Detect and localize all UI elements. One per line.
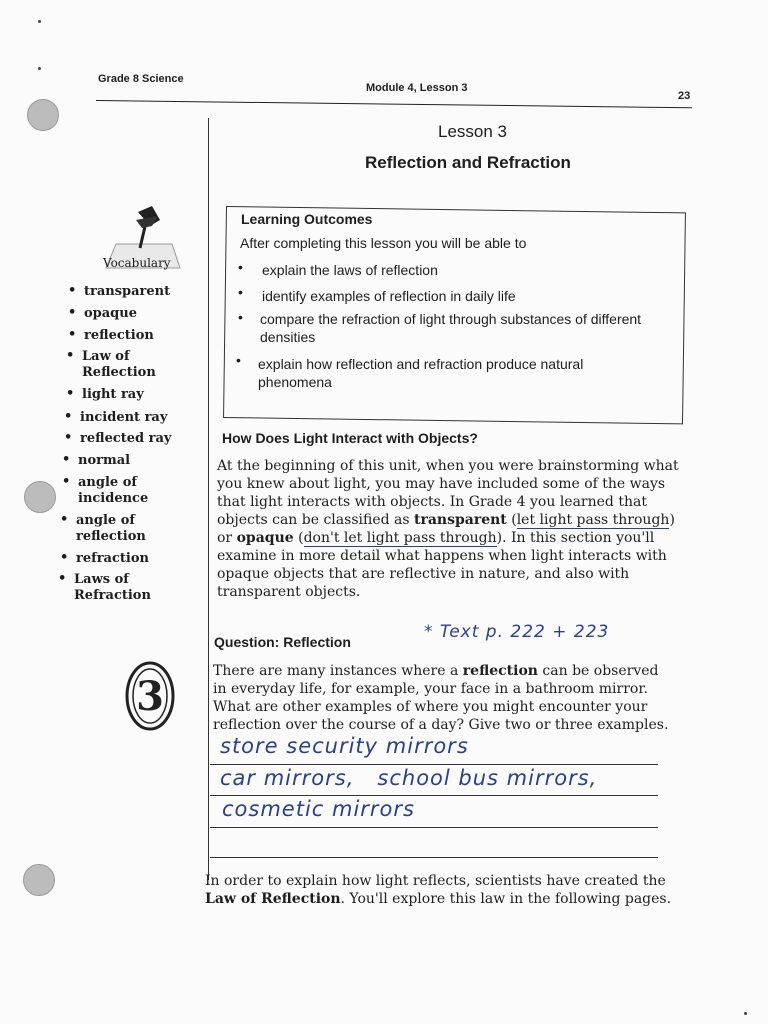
bullet-icon: • (238, 309, 243, 325)
punch-hole (23, 864, 55, 896)
closing-text: In order to explain how light reflects, scientists have created the (205, 873, 666, 889)
vocab-term: incident ray (80, 410, 168, 425)
vocab-term: Laws of Refraction (74, 572, 151, 603)
bullet-icon: • (66, 386, 75, 401)
vocab-term: refraction (76, 551, 149, 566)
header-module: Module 4, Lesson 3 (366, 82, 468, 94)
bullet-icon: • (68, 305, 77, 320)
bullet-icon: • (62, 452, 71, 467)
vocab-term: Law of Reflection (82, 349, 156, 380)
vocab-term: angle of incidence (78, 475, 149, 506)
bullet-icon: • (62, 474, 71, 489)
outcome-item: identify examples of reflection in daily life (262, 288, 516, 304)
bullet-icon: • (58, 571, 67, 586)
paragraph-text: ). In this section you'll examine in more detail what happens when light interacts with opaque objects that are reflective in nature, and also with transparent objects. (217, 530, 667, 600)
answer-line (210, 857, 658, 858)
term-law-of-reflection: Law of Reflection (205, 891, 341, 907)
vocab-term: angle of reflection (76, 513, 146, 544)
bullet-icon: • (60, 512, 69, 527)
bullet-icon: • (238, 284, 243, 300)
paragraph-text: ( (293, 530, 304, 546)
answer-line (210, 827, 658, 828)
punch-hole (24, 481, 56, 513)
bullet-icon: • (64, 430, 73, 445)
question-text-part: There are many instances where a (213, 663, 463, 679)
question-heading: Question: Reflection (214, 634, 351, 650)
vocab-term: normal (78, 453, 131, 468)
handwritten-note: * Text p. 222 + 223 (424, 622, 610, 642)
question-number-icon (124, 660, 176, 732)
outcome-item: explain the laws of reflection (262, 262, 438, 278)
page-number: 23 (678, 90, 691, 102)
vocab-term: reflection (84, 328, 154, 343)
outcomes-heading: Learning Outcomes (241, 211, 373, 227)
paragraph-text: ) or (217, 512, 675, 546)
definition-opaque: don't let light pass through (303, 530, 497, 546)
question-text-part: can be observed in everyday life, for example, your face in a bathroom mirror. What are other examples of where you might encounter your reflection over the course of a day? Give two or three examples. (213, 663, 669, 733)
closing-text: . You'll explore this law in the following pages. (340, 891, 672, 907)
closing-paragraph (205, 872, 675, 908)
bullet-icon: • (64, 409, 73, 424)
bullet-icon: • (238, 259, 243, 275)
vocab-term: light ray (82, 387, 144, 402)
section-paragraph (217, 457, 685, 601)
outcome-item: compare the refraction of light through substances of different densities (260, 311, 642, 345)
definition-transparent: let light pass through (516, 512, 670, 528)
handwritten-answer: car mirrors, school bus mirrors, (220, 766, 598, 790)
bullet-icon: • (68, 283, 77, 298)
header-course: Grade 8 Science (98, 73, 184, 85)
answer-line (210, 764, 658, 765)
bullet-icon: • (68, 327, 77, 342)
question-text (213, 662, 675, 734)
vocab-term: reflected ray (80, 431, 172, 446)
vocabulary-label: Vocabulary (103, 256, 171, 270)
bullet-icon: • (66, 348, 75, 363)
outcome-item: explain how reflection and refraction produce natural phenomena (258, 356, 584, 390)
lesson-number: Lesson 3 (438, 122, 507, 141)
section-heading: How Does Light Interact with Objects? (222, 430, 478, 446)
scan-speck (744, 1012, 747, 1015)
page-title: Reflection and Refraction (365, 153, 571, 172)
scan-speck (38, 67, 41, 70)
scan-speck (38, 20, 41, 23)
term-transparent: transparent (414, 512, 507, 528)
vocab-term: transparent (84, 284, 171, 299)
bullet-icon: • (60, 550, 69, 565)
term-opaque: opaque (236, 530, 294, 546)
answer-line (210, 795, 658, 796)
term-reflection: reflection (462, 663, 538, 679)
margin-rule (208, 118, 209, 880)
bullet-icon: • (236, 352, 241, 368)
handwritten-answer: cosmetic mirrors (222, 797, 415, 821)
paragraph-text: ( (506, 512, 517, 528)
question-number: 3 (136, 673, 164, 720)
vocab-term: opaque (84, 306, 137, 321)
handwritten-answer: store security mirrors (220, 734, 469, 758)
outcomes-intro: After completing this lesson you will be able to (240, 235, 527, 251)
paragraph-text: At the beginning of this unit, when you were brainstorming what you knew about light, you may have included some of the ways that light interacts with objects. In Grade 4 you learned that objects can be classified as (217, 458, 679, 528)
header-rule (96, 100, 692, 108)
punch-hole (27, 99, 59, 131)
